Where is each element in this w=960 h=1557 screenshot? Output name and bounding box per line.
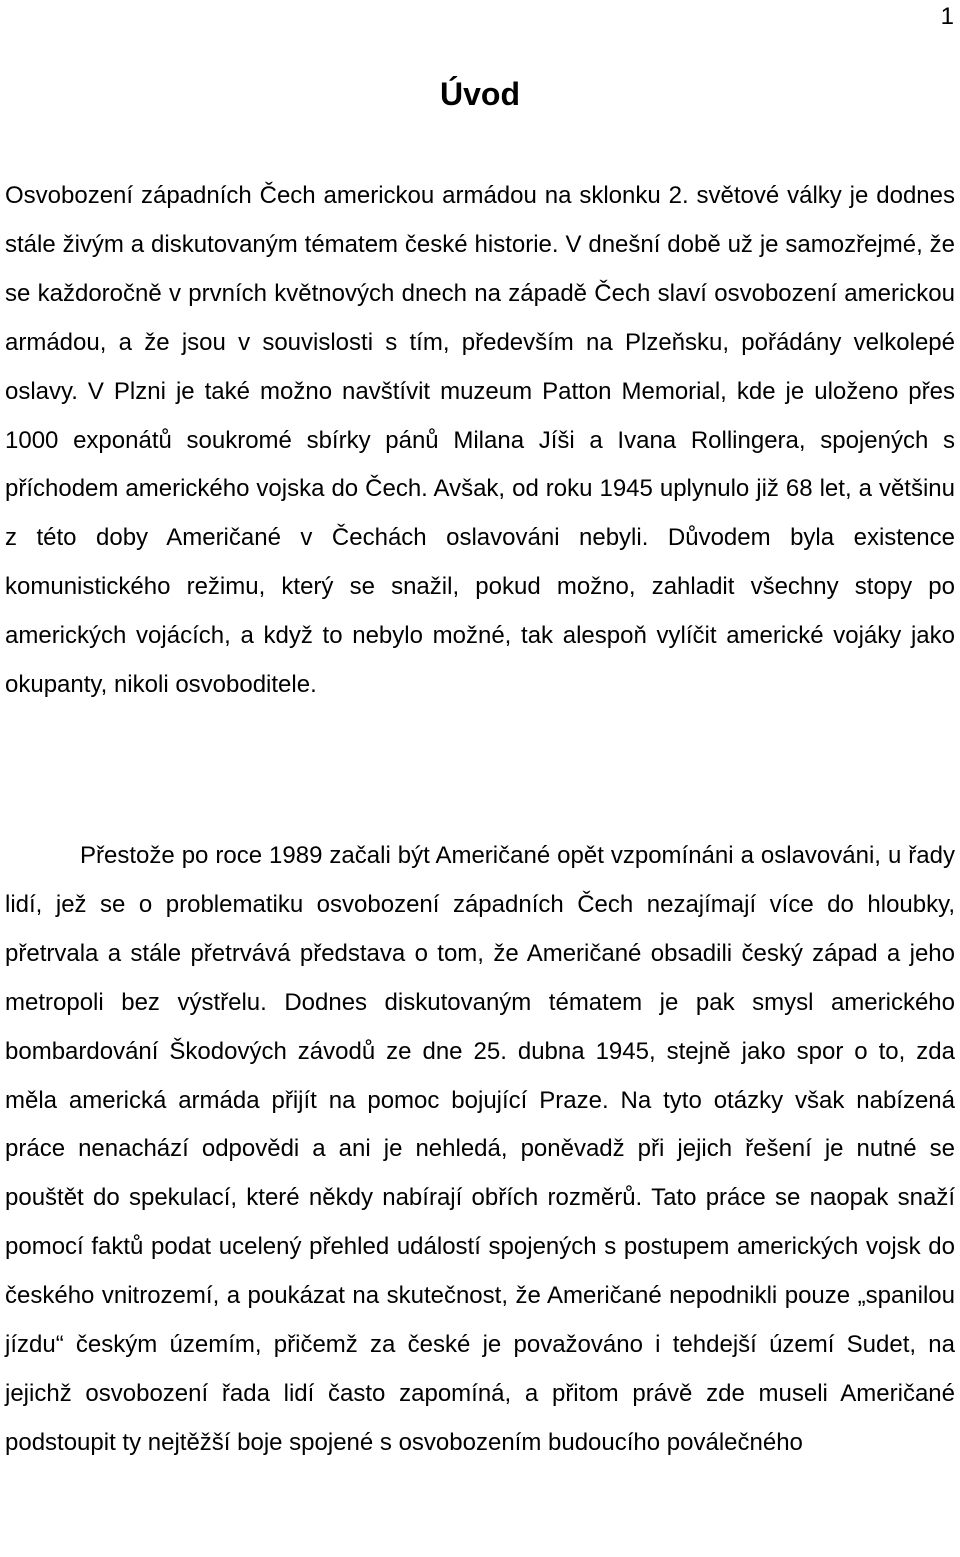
page-title: Úvod [440, 76, 520, 112]
paragraph-2: Přestože po roce 1989 začali být Američané opět vzpomínáni a oslavováni, u řady lidí, jež se o problematiku osvobození západních Čech nezajímají více do hloubky, přetrvala a stále přetrvává představa o tom, že Američané obsadili český západ a jeho metropoli bez výstřelu. Dodnes diskutovaným tématem je pak smysl amerického bombardování Škodových závodů ze dne 25. dubna 1945, stejně jako spor o to, zda měla americká armáda přijít na pomoc bojující Praze. Na tyto otázky však nabízená práce nenachází odpovědi a ani je nehledá, poněvadž při jejich řešení je nutné se pouštět do spekulací, které někdy nabírají obřích rozměrů. Tato práce se naopak snaží pomocí faktů podat ucelený přehled událostí spojených s postupem amerických vojsk do českého vnitrozemí, a poukázat na skutečnost, že Američané nepodnikli pouze „spanilou jízdu“ českým územím, přičemž za české je považováno i tehdejší území Sudet, na jejichž osvobození řada lidí často zapomíná, a přitom právě zde museli Američané podstoupit ty nejtěžší boje spojené s osvobozením budoucího poválečného [5, 842, 955, 1456]
paragraph-1: Osvobození západních Čech americkou armádou na sklonku 2. světové války je dodnes stále živým a diskutovaným tématem české historie. V dnešní době už je samozřejmé, že se každoročně v prvních květnových dnech na západě Čech slaví osvobození americkou armádou, a že jsou v souvislosti s tím, především na Plzeňsku, pořádány velkolepé oslavy. V Plzni je také možno navštívit muzeum Patton Memorial, kde je uloženo přes 1000 exponátů soukromé sbírky pánů Milana Jíši a Ivana Rollingera, spojených s příchodem amerického vojska do Čech. Avšak, od roku 1945 uplynulo již 68 let, a většinu z této doby Američané v Čechách oslavováni nebyli. Důvodem byla existence komunistického režimu, který se snažil, pokud možno, zahladit všechny stopy po amerických vojácích, a když to nebylo možné, tak alespoň vylíčit americké vojáky jako okupanty, nikoli osvoboditele. [5, 182, 955, 699]
page-number: 1 [940, 3, 954, 30]
